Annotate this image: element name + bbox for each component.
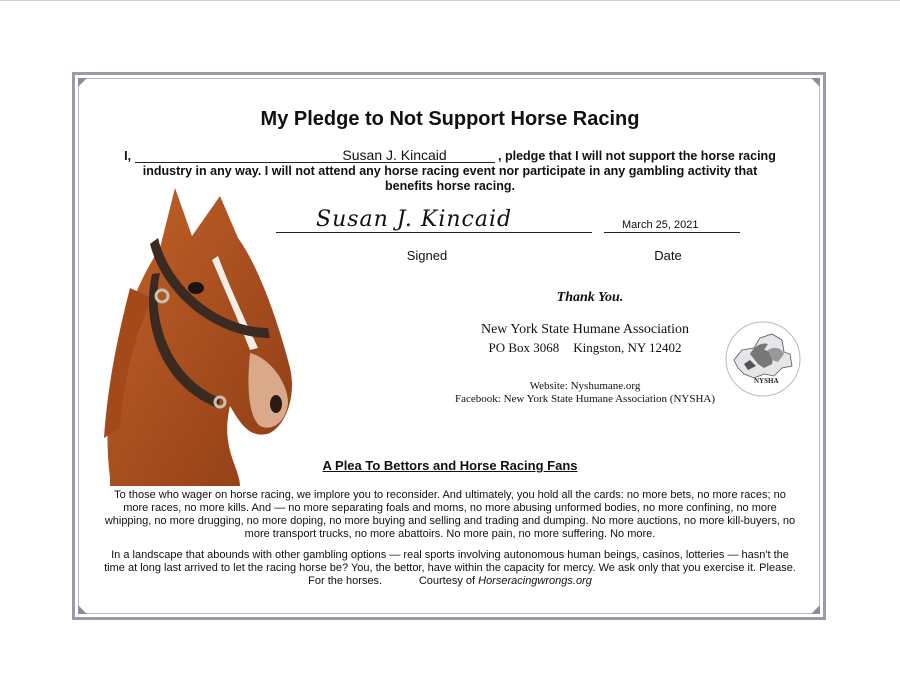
plea-paragraph-1: To those who wager on horse racing, we implore you to reconsider. And ultimately, you hold all the cards: no more bets, no more races; no more races, no more kills. And — no more separating foals and moms, no more abusing unformed bodies, no more confining, no more whipping, no more drugging, no more doping, no more buying and selling and trading and dumping. No more auctions, no more kill-buyers, no more transport trucks, no more abattoirs. No more pain, no more suffering. No more. xyxy=(104,489,796,540)
frame-corner-ornament xyxy=(78,78,87,87)
courtesy-source: Horseracingwrongs.org xyxy=(478,575,592,587)
pledge-prefix: I, xyxy=(124,149,135,163)
certificate-title: My Pledge to Not Support Horse Racing xyxy=(260,108,640,130)
pledge-text: , pledge that I will not support the horse racing industry in any way. I will not attend any horse racing event nor participate in any gambling activity that benefits horse racing. xyxy=(142,149,776,193)
org-address xyxy=(450,340,720,356)
contact-info xyxy=(440,380,730,406)
plea-title: A Plea To Bettors and Horse Racing Fans xyxy=(322,458,578,473)
plea-paragraph-2 xyxy=(104,549,796,588)
po-box: PO Box 3068 xyxy=(488,340,560,355)
org-name: New York State Humane Association xyxy=(480,322,690,337)
pledge-name-field[interactable] xyxy=(135,148,495,163)
city-line: Kingston, NY 12402 xyxy=(573,340,682,355)
nysha-logo-icon xyxy=(724,320,802,398)
facebook-link[interactable]: Facebook: New York State Humane Association (NYSHA) xyxy=(455,393,715,405)
thank-you-text: Thank You. xyxy=(556,290,624,305)
signed-label: Signed xyxy=(406,248,448,263)
signature-line[interactable] xyxy=(276,204,592,233)
courtesy-label: Courtesy of xyxy=(418,575,479,587)
window-top-border xyxy=(0,0,900,1)
pledge-name: Susan J. Kincaid xyxy=(342,147,447,163)
frame-corner-ornament xyxy=(78,605,87,614)
website-link[interactable]: Website: Nyshumane.org xyxy=(529,380,641,392)
date-text: March 25, 2021 xyxy=(622,219,699,231)
date-line[interactable] xyxy=(604,212,740,233)
horse-head-image xyxy=(100,178,300,486)
frame-corner-ornament xyxy=(811,78,820,87)
plea-paragraph-2-text: In a landscape that abounds with other gambling options — real sports involving autonomous human beings, casinos, lotteries — hasn't the time at long last arrived to let the racing horse be? You, the bettor, have within the capacity for mercy. We ask only that you exercise it. Please. For the horses. xyxy=(104,549,796,587)
frame-corner-ornament xyxy=(811,605,820,614)
signature-text: Susan J. Kincaid xyxy=(316,207,513,232)
logo-text: NYSHA xyxy=(754,377,779,385)
date-label: Date xyxy=(654,248,682,263)
